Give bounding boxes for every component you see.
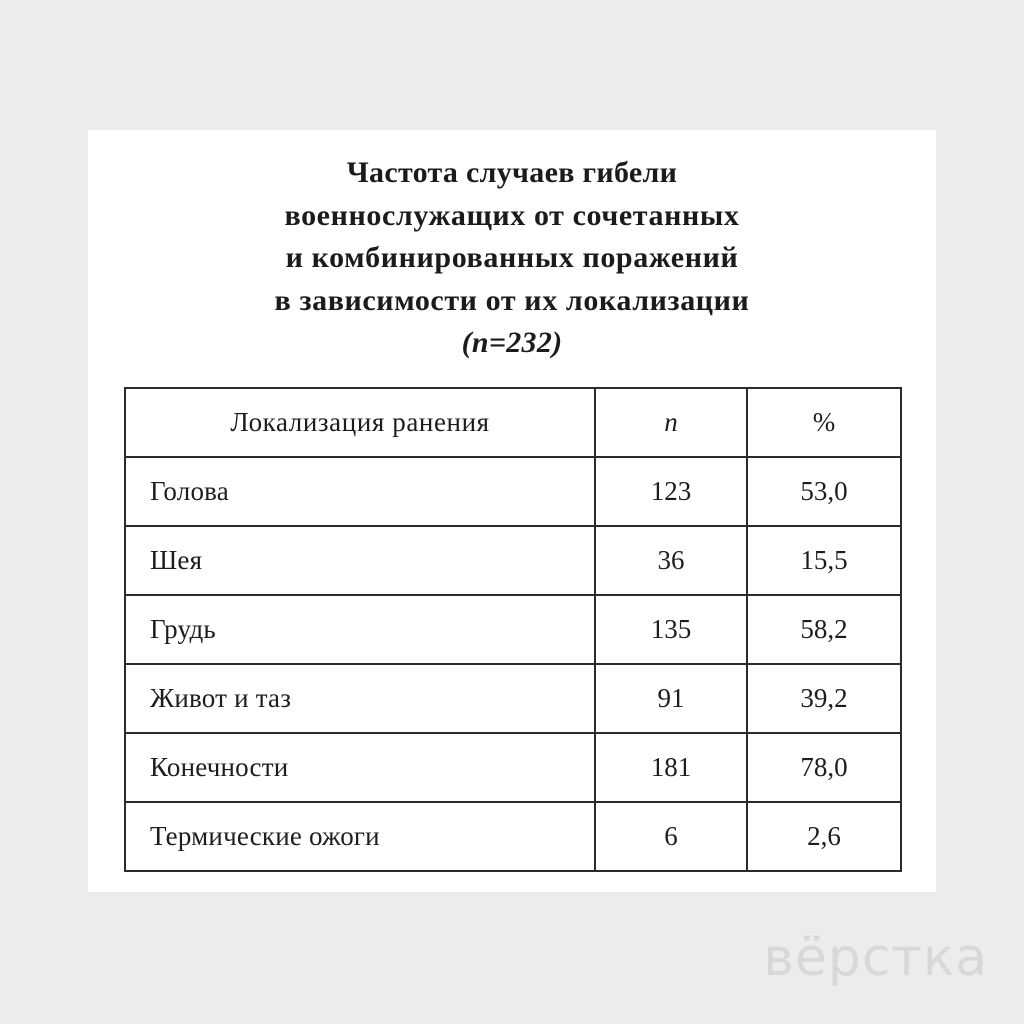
cell-localization: Термические ожоги — [125, 802, 595, 871]
cell-localization: Грудь — [125, 595, 595, 664]
table-row — [125, 733, 901, 802]
title-line-3: и комбинированных поражений — [285, 241, 739, 275]
column-header-percent: % — [747, 388, 901, 457]
table-row — [125, 595, 901, 664]
frequency-table — [124, 387, 902, 872]
cell-n: 123 — [595, 457, 747, 526]
title-sample-size: (n=232) — [461, 326, 563, 360]
page-bottom-mask — [88, 880, 936, 892]
cell-percent: 58,2 — [747, 595, 901, 664]
cell-localization: Конечности — [125, 733, 595, 802]
cell-localization: Голова — [125, 457, 595, 526]
cell-n: 181 — [595, 733, 747, 802]
table-row — [125, 526, 901, 595]
title-line-4: в зависимости от их локализации — [274, 283, 750, 317]
title-line-1: Частота случаев гибели — [346, 156, 678, 189]
cell-percent: 2,6 — [747, 802, 901, 871]
cell-n: 6 — [595, 802, 747, 871]
watermark: вёрстка — [763, 928, 988, 988]
cell-percent: 78,0 — [747, 733, 901, 802]
table-header-row — [125, 388, 901, 457]
page-title — [88, 130, 936, 371]
cell-percent: 39,2 — [747, 664, 901, 733]
table-row — [125, 457, 901, 526]
cell-localization: Шея — [125, 526, 595, 595]
cell-percent: 15,5 — [747, 526, 901, 595]
cell-n: 135 — [595, 595, 747, 664]
table-row — [125, 664, 901, 733]
cell-localization: Живот и таз — [125, 664, 595, 733]
column-header-localization: Локализация ранения — [125, 388, 595, 457]
cell-percent: 53,0 — [747, 457, 901, 526]
document-page — [88, 130, 936, 890]
table-row — [125, 802, 901, 871]
column-header-n: n — [595, 388, 747, 457]
cell-n: 36 — [595, 526, 747, 595]
title-line-2: военнослужащих от сочетанных — [284, 198, 740, 232]
cell-n: 91 — [595, 664, 747, 733]
